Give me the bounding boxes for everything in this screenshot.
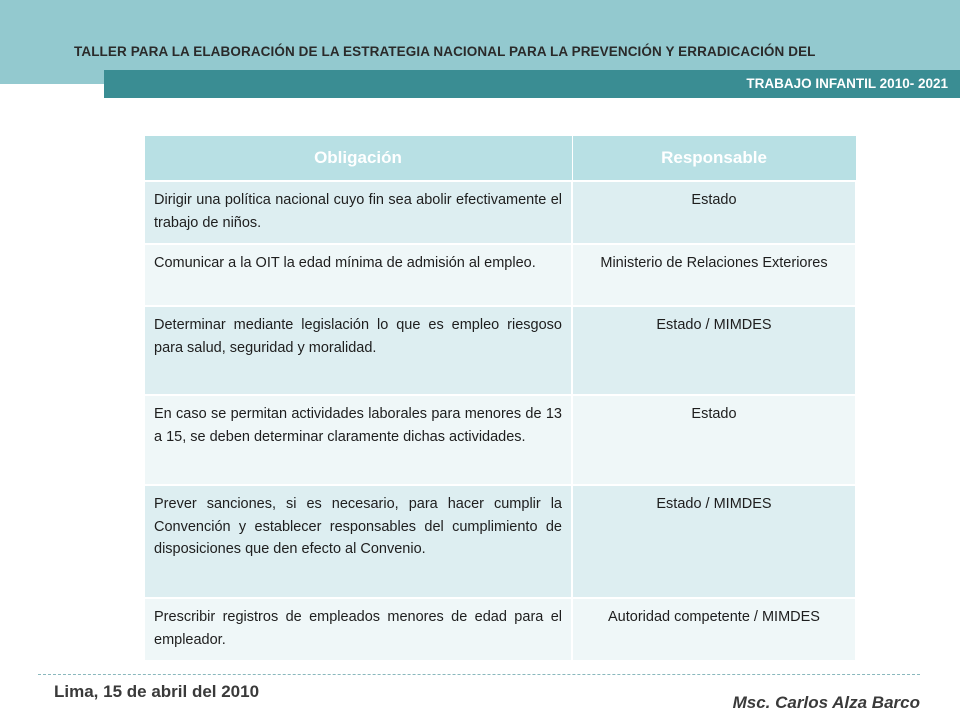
cell-obligacion: Comunicar a la OIT la edad mínima de admisión al empleo. <box>144 244 572 306</box>
cell-responsable: Estado <box>572 181 856 244</box>
table-header-row <box>144 136 856 182</box>
table-row <box>144 181 856 244</box>
table-row <box>144 306 856 395</box>
cell-obligacion: Dirigir una política nacional cuyo fin sea abolir efectivamente el trabajo de niños. <box>144 181 572 244</box>
footer-author: Msc. Carlos Alza Barco <box>732 693 920 712</box>
table-row <box>144 598 856 661</box>
table-row <box>144 244 856 306</box>
header-title-line2: TRABAJO INFANTIL 2010- 2021 <box>746 76 948 91</box>
cell-responsable: Estado <box>572 395 856 485</box>
cell-obligacion: Determinar mediante legislación lo que es empleo riesgoso para salud, seguridad y moralidad. <box>144 306 572 395</box>
obligations-table-container <box>143 135 855 662</box>
cell-responsable: Autoridad competente / MIMDES <box>572 598 856 661</box>
obligations-table <box>143 135 857 662</box>
footer-location-date: Lima, 15 de abril del 2010 <box>54 682 260 701</box>
header-title-line1: TALLER PARA LA ELABORACIÓN DE LA ESTRATEGIA NACIONAL PARA LA PREVENCIÓN Y ERRADICACIÓN DEL <box>74 44 816 59</box>
footer-divider <box>38 674 920 675</box>
cell-responsable: Ministerio de Relaciones Exteriores <box>572 244 856 306</box>
cell-responsable: Estado / MIMDES <box>572 485 856 598</box>
cell-obligacion: En caso se permitan actividades laborales para menores de 13 a 15, se deben determinar claramente dichas actividades. <box>144 395 572 485</box>
cell-obligacion: Prever sanciones, si es necesario, para hacer cumplir la Convención y establecer responsables del cumplimiento de disposiciones que den efecto al Convenio. <box>144 485 572 598</box>
header-band <box>104 70 960 98</box>
column-header-obligacion: Obligación <box>144 136 572 182</box>
cell-obligacion: Prescribir registros de empleados menores de edad para el empleador. <box>144 598 572 661</box>
table-row <box>144 485 856 598</box>
column-header-responsable: Responsable <box>572 136 856 182</box>
cell-responsable: Estado / MIMDES <box>572 306 856 395</box>
table-row <box>144 395 856 485</box>
